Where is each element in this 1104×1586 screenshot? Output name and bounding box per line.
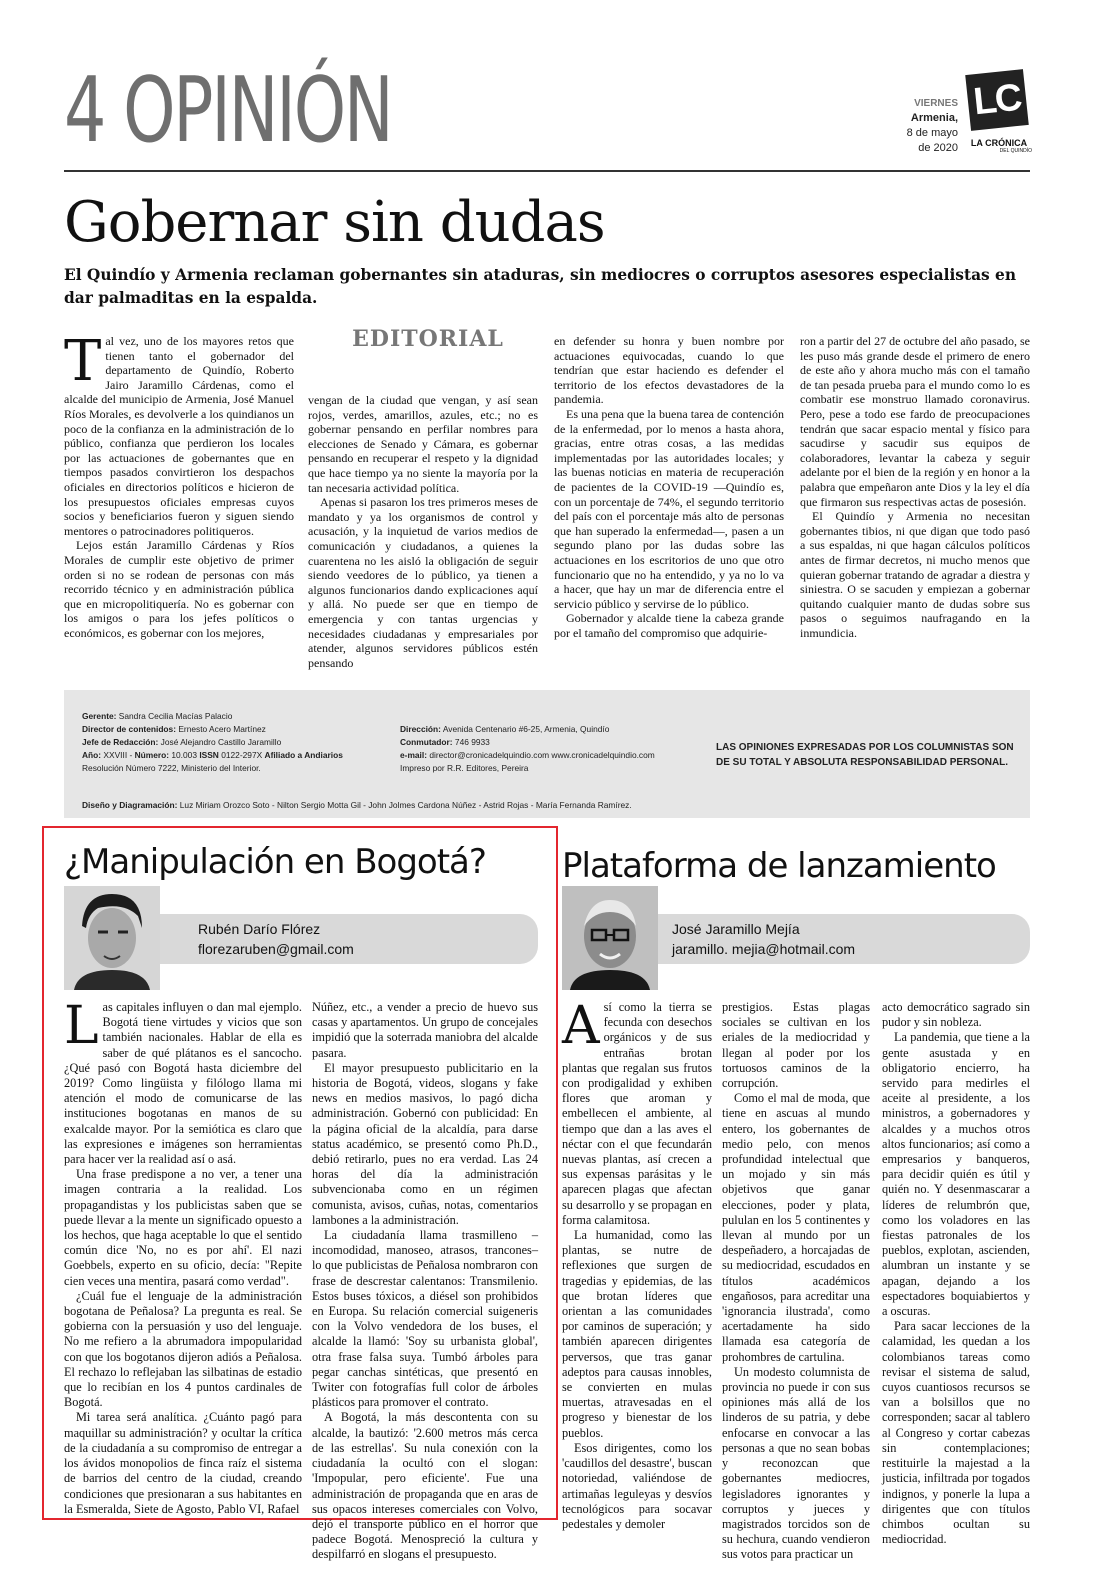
author-photo-icon bbox=[64, 886, 160, 990]
column-left-col-1 bbox=[64, 996, 302, 1516]
author-name: Rubén Darío Flórez bbox=[198, 921, 321, 937]
column-left-col-2 bbox=[312, 1000, 538, 1562]
label: Número: bbox=[134, 750, 170, 760]
date-line-1: 8 de mayo bbox=[906, 127, 958, 139]
editorial-headline: Gobernar sin dudas bbox=[64, 190, 605, 255]
label: ISSN bbox=[199, 750, 219, 760]
editorial-column-3 bbox=[554, 334, 784, 674]
paragraph: Para sacar lecciones de la calamidad, les quedan a los colombianos tareas como revisar el sistema de salud, cuyos cuantiosos recursos se van a bolsillos que no corresponden; sacar al tablero al Congreso y cortar cabezas sin contemplaciones; restituirle la majestad a la justicia, infiltrada por togados indignos, y ponerle la lupa a dirigentes que con títulos chimbos ocultan su mediocridad. bbox=[882, 1319, 1030, 1547]
logo-mark: LC bbox=[965, 69, 1029, 131]
paragraph: Núñez, etc., a vender a precio de huevo sus casas y apartamentos. Un grupo de concejales impidió que la soterrada maniobra del alcalde pasara. bbox=[312, 1000, 538, 1060]
date-line-2: de 2020 bbox=[918, 142, 958, 154]
paragraph: ron a partir del 27 de octubre del año pasado, se les puso más grande desde el primero de enero de este año y ahora mucho más con el tamaño de tan pesada prueba para el mundo como lo es combatir ese monstruo llamado coronavirus. Pero, pese a todo ese fardo de preocupaciones tendrán que sacar espacio mental y físico para sacudirse y sacudir sus equipos de colaboradores, levantar la cabeza y seguir adelante por el bien de la región y en honor a la palabra que empeñaron ante Dios y la ley el día que firmaron sus respectivas actas de posesión. bbox=[800, 334, 1030, 509]
logo-name: LA CRÓNICA bbox=[970, 138, 1028, 148]
impreso: Impreso por R.R. Editores, Pereira bbox=[400, 763, 529, 773]
disclaimer bbox=[716, 740, 1026, 770]
direccion: Avenida Centenario #6-25, Armenia, Quindío bbox=[442, 724, 610, 734]
paragraph: Esos dirigentes, como los 'caudillos del desastre', buscan notoriedad, valiéndose de artimañas leguleyas y desvíos tecnológicos para socavar pedestales y demoler bbox=[562, 1440, 712, 1531]
avatar bbox=[562, 886, 658, 990]
paragraph: A Bogotá, la más descontenta con su alcalde, la bautizó: '2.600 metros más cerca de las estrellas'. Su nula conexión con la ciudadanía la ocultó con el slogan: 'Impopular, pero eficiente'. Fue una administración de propaganda que en aras de sus opacos intereses comerciales con Volvo, dejó el transporte público en el horror que padece Bogotá. Menospreció la cultura y despilfarró en slogans el presupuesto. bbox=[312, 1410, 538, 1562]
director: Ernesto Acero Martínez bbox=[178, 724, 266, 734]
paragraph: La humanidad, como las plantas, se nutre de reflexiones que surgen de tragedias y epidemias, de las que brotan líderes que orientan a las comunidades por caminos de superación; y también aparecen dirigentes perversos, que tras ganar adeptos para causas innobles, se convierten en mulas muertas, atravesadas en el progreso y bienestar de los pueblos. bbox=[562, 1228, 712, 1440]
column-right-col-2 bbox=[722, 1000, 870, 1562]
label: Año: bbox=[82, 750, 102, 760]
paragraph: Mi tarea será analítica. ¿Cuánto pagó para maquillar su administración? y ocultar la crítica de la ciudadanía a su compromiso de entregar a los ávidos monopolios de finca raíz el sistema de barrios del centro de la ciudad, creando condiciones que presionaran a sus habitantes en la Esmeralda, Siete de Agosto, Pablo VI, Rafael bbox=[64, 1410, 302, 1516]
newspaper-logo bbox=[966, 72, 1030, 156]
gerente: Sandra Cecilia Macías Palacio bbox=[118, 711, 233, 721]
paragraph: sí como la tierra se fecunda con desechos orgánicos y de sus entrañas brotan plantas que regalan sus frutos con prodigalidad y exhiben flores que aroman y embellecen el ambiente, al tiempo que dan a las aves el néctar con el que fecundarán nuevas plantas, así crecen a sus expensas parásitas y le aparecen plagas que afectan su desarrollo y se propagan en forma calamitosa. bbox=[562, 1000, 712, 1227]
diseno: Luz Miriam Orozco Soto - Nilton Sergio Motta Gil - John Jolmes Cardona Núñez - Astrid Rojas - María Fernanda Ramírez. bbox=[179, 800, 632, 810]
drop-cap: L bbox=[64, 996, 99, 1056]
paragraph: Apenas si pasaron los tres primeros meses de mandato y ya los organismos de control y acusación, y la inquietud de varios medios de comunicación y ciudadanos, a quienes la cuarentena no les aisló la obligación de seguir siendo veedores de lo público, ya tienen a algunos funcionarios dando explicaciones aquí y allá. No puede ser que en tiempo de emergencia y con tantas urgencias y necesidades ciudadanas y empresariales por atender, algunos servidores públicos estén pensando bbox=[308, 495, 538, 670]
label: Dirección: bbox=[400, 724, 441, 734]
author-photo-icon bbox=[562, 886, 658, 990]
paragraph: Es una pena que la buena tarea de contención de la enfermedad, por lo menos a hasta ahora, gracias, entre otras cosas, a las medidas implementadas por las autoridades locales; y las buenas noticias en materia de recuperación de pacientes de la COVID-19 —Quindío es, con un porcentaje de 74%, el segundo territorio del país con el porcentaje más alto de personas que han superado la enfermedad—, pasen a un segundo plano por las dudas sobre las actuaciones en los escritorios de uno que otro funcionario que no ha entendido, y ya no lo va a hacer, que hay un mar de diferencia entre el servicio público y servirse de lo público. bbox=[554, 406, 784, 611]
author-email[interactable]: jaramillo. mejia@hotmail.com bbox=[672, 941, 856, 957]
paragraph: El Quindío y Armenia no necesitan gobernantes tibios, ni que digan que todo pasó a sus espaldas, ni que hagan cálculos políticos antes de firmar decretos, ni mucho menos que quieran gobernar tratando de agradar a diestra y siniestra. O se sacuden y empiezan a gobernar quitando cualquier manto de dudas sobre sus pasos o seguimos naufragando en la inmundicia. bbox=[800, 509, 1030, 640]
paragraph: Como el mal de moda, que tiene en ascuas al mundo entero, los gobernantes de medio pelo, con menos profundidad intelectual que un mojado y sin más objetivos que ganar elecciones, poder y plata, pululan en los 5 continentes y llevan al mundo por un despeñadero, a horcajadas de su mediocridad, escudados en títulos académicos engañosos, para acreditar una 'ignorancia ilustrada', como acertadamente ha sido llamada esa categoría de prohombres de cartulina. bbox=[722, 1091, 870, 1364]
paragraph: La ciudadanía llama trasmilleno –incomodidad, manoseo, atrasos, trancones– lo que publicistas de Peñalosa nombraron con frase de descrestar calentanos: Transmilenio. Estos buses tóxicos, a diésel son prohibidos en Europa. Su relación comercial suigeneris con la Volvo vendedora de los buses, el alcalde la llamó: 'Soy su urbanista global', otra frase falsa suya. Tumbó árboles para pegar canchas sintéticas, que presentó en Twiter con fotografías full color de árboles plásticos para promover el contrato. bbox=[312, 1228, 538, 1410]
masthead-box bbox=[64, 690, 1030, 818]
author-name: José Jaramillo Mejía bbox=[672, 921, 800, 937]
paragraph: prestigios. Estas plagas sociales se cultivan en los eriales de la mediocridad y llegan al poder por los tortuosos caminos de la corrupción. bbox=[722, 1000, 870, 1091]
paragraph: ¿Cuál fue el lenguaje de la administración bogotana de Peñalosa? La pregunta es real. Se gobierna con la persuasión y uso del lenguaje. No me refiero a la abrumadora impopularidad con que los bogotanos dijeron adiós a Peñalosa. El rechazo lo reflejaban las silbatinas de estadio que lo recibían en los 4 puntos cardinales de Bogotá. bbox=[64, 1288, 302, 1410]
city: Armenia, bbox=[910, 112, 958, 124]
weekday: VIERNES bbox=[914, 98, 958, 109]
label: Diseño y Diagramación: bbox=[82, 800, 178, 810]
avatar bbox=[64, 886, 160, 990]
paragraph: vengan de la ciudad que vengan, y así sean rojos, verdes, amarillos, azules, etc.; no es gobernar pensando en perfilar nombres para elecciones de Senado y Cámara, es gobernar pensando en recuperar el respeto y la dignidad que hace tiempo ya no siente la mayoría por la tan necesaria actividad política. bbox=[308, 393, 538, 495]
column-right-col-1 bbox=[562, 996, 712, 1531]
paragraph: en defender su honra y buen nombre por actuaciones equivocadas, cuando lo que tendrían que estar haciendo es defender el territorio de los efectos devastadores de la pandemia. bbox=[554, 334, 784, 407]
paragraph: Una frase predispone a no ver, a tener una imagen contraria a la realidad. Los propagandistas y los publicistas saben que se puede llevar a la mente un significado opuesto a los hechos, que haga aceptable lo que el sentido común dice 'No, no es por ahí'. El nazi Goebbels, experto en su oficio, decía: "Repite cien veces una mentira, pasará como verdad". bbox=[64, 1167, 302, 1288]
design-credits bbox=[82, 799, 1012, 812]
column-title-left: ¿Manipulación en Bogotá? bbox=[64, 842, 486, 882]
label: Conmutador: bbox=[400, 737, 453, 747]
issn: 0122-297X bbox=[221, 750, 263, 760]
paragraph: al vez, uno de los mayores retos que tienen tanto el gobernador del departamento de Quindío, Roberto Jairo Jaramillo Cárdenas, como el alcalde del municipio de Armenia, José Manuel Ríos Morales, es devolverle a los quindianos un poco de la confianza en la administración de lo público, confianza que perdieron los locales por las actuaciones de gobernantes que en tiempos pasados convirtieron los despachos oficiales en directorios políticos e hicieron de los presupuestos oficiales empresas cuyos socios y beneficiarios fueron y siguen siendo mentores o patrocinadores politiqueros. bbox=[64, 334, 294, 538]
disclaimer-line: DE SU TOTAL Y ABSOLUTA RESPONSABILIDAD PERSONAL. bbox=[716, 757, 1009, 768]
column-title-right: Plataforma de lanzamiento bbox=[562, 846, 996, 886]
masthead-staff bbox=[82, 710, 382, 775]
label: e-mail: bbox=[400, 750, 427, 760]
paragraph: as capitales influyen o dan mal ejemplo. Bogotá tiene virtudes y vicios que son también nacionales. Hablar de ella es saber de qué plátanos es el sancocho. ¿Qué pasó con Bogotá hasta diciembre del 2019? Como lingüista y filólogo llama mi atención el modo de comunicarse de las instituciones bogotanas en manos de su exalcalde mayor. Por la semiótica es claro que las expresiones e imágenes son herramientas para hacer ver la realidad así o asá. bbox=[64, 1000, 302, 1167]
dateline bbox=[880, 96, 958, 156]
paragraph: La pandemia, que tiene a la gente asustada y en obligatorio encierro, ha servido para medirles el aceite al presidente, a los ministros, a gobernadores y alcaldes y a muchos otros altos funcionarios; así como a empresarios y banqueros, para decidir quién es útil y quién no. Y desenmascarar a líderes de relumbrón que, como los voladores en las fiestas patronales de los pueblos, explotan, ascienden, alumbran un instante y se apagan, dejando a los espectadores boquiabiertos y a oscuras. bbox=[882, 1030, 1030, 1319]
drop-cap: A bbox=[562, 996, 600, 1056]
logo-sub: DEL QUINDÍO bbox=[999, 148, 1032, 154]
paragraph: Gobernador y alcalde tiene la cabeza grande por el tamaño del compromiso que adquirie- bbox=[554, 611, 784, 640]
paragraph: acto democrático sagrado sin pudor y sin nobleza. bbox=[882, 1000, 1030, 1030]
header-rule bbox=[64, 170, 1030, 172]
section-label: 4 OPINIÓN bbox=[64, 58, 392, 163]
editorial-label: EDITORIAL bbox=[352, 326, 504, 352]
resolucion: Resolución Número 7222, Ministerio del Interior. bbox=[82, 763, 261, 773]
label: Director de contenidos: bbox=[82, 724, 176, 734]
editorial-column-4 bbox=[800, 334, 1030, 674]
masthead-contact bbox=[400, 723, 700, 775]
paragraph: Lejos están Jaramillo Cárdenas y Ríos Morales de cumplir este objetivo de primer orden si no se rodean de personas con más recorrido técnico y en administración pública que en micropolitiquería. No es gobernar con los amigos o para los jefes políticos o económicos, es gobernar con los mejores, bbox=[64, 538, 294, 640]
jefe-redaccion: José Alejandro Castillo Jaramillo bbox=[160, 737, 282, 747]
editorial-column-1 bbox=[64, 329, 294, 674]
author-email[interactable]: florezaruben@gmail.com bbox=[198, 941, 354, 957]
drop-cap: T bbox=[64, 329, 102, 394]
label: Jefe de Redacción: bbox=[82, 737, 159, 747]
ano: XXVIII - bbox=[103, 750, 133, 760]
column-right-col-3 bbox=[882, 1000, 1030, 1547]
conmutador: 746 9933 bbox=[454, 737, 490, 747]
editorial-column-2 bbox=[308, 393, 538, 675]
paragraph: El mayor presupuesto publicitario en la historia de Bogotá, videos, slogans y fake news en medios masivos, lo pagó dicha administración. Gobernó con publicidad: En la página oficial de la alcaldía, para darse status académico, se presentó como Ph.D., debió retirarlo, pues no era verdad. Las 24 horas del día la administración subvencionaba como en un régimen comunista, avisos, cuñas, notas, comentarios lambones a la administración. bbox=[312, 1060, 538, 1227]
afiliado: Afiliado a Andiarios bbox=[264, 750, 343, 760]
label: Gerente: bbox=[82, 711, 117, 721]
numero: 10.003 bbox=[171, 750, 197, 760]
email-link[interactable]: director@cronicadelquindio.com www.cronicadelquindio.com bbox=[429, 750, 655, 760]
paragraph: Un modesto columnista de provincia no puede ir con sus opiniones más allá de los linderos de su patria, y debe enfocarse en convocar a las personas a que no sean bobas y reconozcan que gobernantes mediocres, legisladores ignorantes y corruptos y jueces y magistrados torcidos son de su hechura, cuando vendieron sus votos para practicar un bbox=[722, 1364, 870, 1562]
editorial-subhead: El Quindío y Armenia reclaman gobernantes sin ataduras, sin mediocres o corruptos asesores especialistas en dar palmaditas en la espalda. bbox=[64, 266, 1017, 307]
disclaimer-line: LAS OPINIONES EXPRESADAS POR LOS COLUMNISTAS SON bbox=[716, 742, 1014, 753]
